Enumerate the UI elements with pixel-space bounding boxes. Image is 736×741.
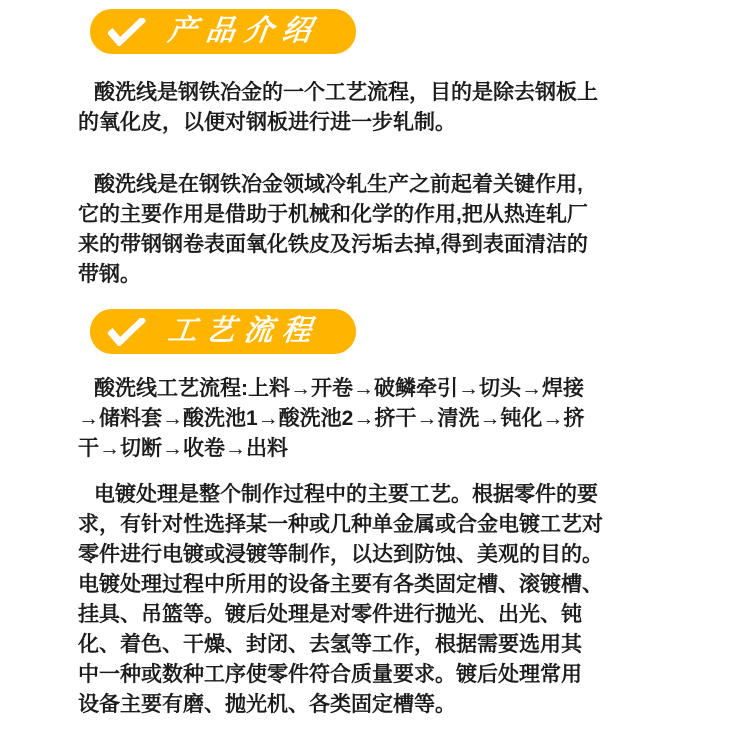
paragraph-pickling-purpose: 酸洗线是钢铁冶金的一个工艺流程，目的是除去钢板上 的氧化皮，以便对钢板进行进一步轧制。	[78, 81, 598, 134]
section-process-flow	[0, 309, 736, 720]
product-description-page	[0, 9, 736, 741]
banner-title: 工艺流程	[166, 312, 323, 347]
banner-product-intro	[90, 9, 356, 54]
paragraph-pickling-role: 酸洗线是在钢铁冶金领域冷轧生产之前起着关键作用, 它的主要作用是借助于机械和化学的作用,把从热连轧厂 来的带钢钢卷表面氧化铁皮及污垢去掉,得到表面清洁的 带钢。	[78, 173, 588, 286]
banner-process-flow	[90, 309, 356, 354]
paragraph-process-steps: 酸洗线工艺流程:上料→开卷→破鳞牵引→切头→焊接 →储料套→酸洗池1→酸洗池2→挤干→清洗→钝化→挤 干→切断→收卷→出料	[78, 377, 585, 460]
checkmark-icon	[106, 18, 146, 46]
paragraph-electroplating: 电镀处理是整个制作过程中的主要工艺。根据零件的要 求，有针对性选择某一种或几种单金属或合金电镀工艺对 零件进行电镀或浸镀等制作，以达到防蚀、美观的目的。 电镀处理过程中所用的设备主要有各类固定槽、滚镀槽、 挂具、吊篮等。镀后处理是对零件进行抛光、出光、钝 化、着色、干燥、封闭、去氢等工作，根据需要选用其 中一种或数种工序使零件符合质量要求。镀后处理常用 设备主要有磨、抛光机、各类固定槽等。	[78, 483, 603, 716]
banner-title: 产品介绍	[166, 12, 323, 47]
checkmark-icon	[106, 318, 146, 346]
section-product-intro	[0, 9, 736, 290]
